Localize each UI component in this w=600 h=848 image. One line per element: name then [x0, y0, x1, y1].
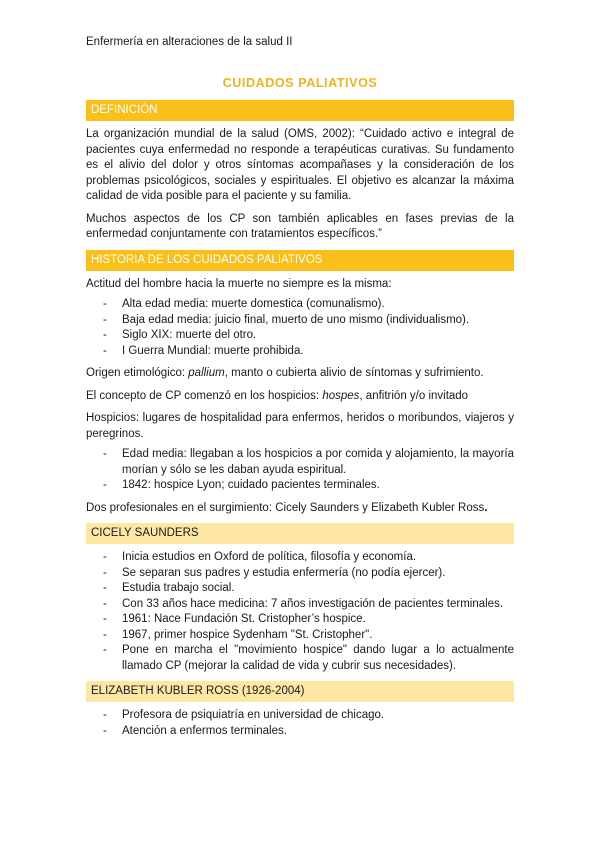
list-item: - 1967, primer hospice Sydenham "St. Cristopher". — [86, 628, 514, 644]
section-heading-cicely: CICELY SAUNDERS — [86, 523, 514, 544]
elizabeth-list — [86, 708, 514, 739]
concepto-text: , anfitrión y/o invitado — [359, 389, 469, 402]
page-header: Enfermería en alteraciones de la salud II — [86, 36, 293, 48]
list-item: - Inicia estudios en Oxford de política, filosofía y economía. — [86, 550, 514, 566]
profesionales-end: . — [484, 501, 488, 514]
list-item: - Estudia trabajo social. — [86, 581, 514, 597]
list-item: - I Guerra Mundial: muerte prohibida. — [86, 344, 514, 360]
concepto-label: El concepto de CP comenzó en los hospicios: — [86, 389, 323, 402]
origen-etimologico — [86, 366, 514, 382]
list-item: - Siglo XIX: muerte del otro. — [86, 328, 514, 344]
section-heading-definicion: DEFINICIÓN — [86, 100, 514, 121]
historia-list-1 — [86, 297, 514, 359]
profesionales-paragraph — [86, 501, 514, 517]
list-item: - Alta edad media: muerte domestica (comunalismo). — [86, 297, 514, 313]
section-heading-elizabeth: ELIZABETH KUBLER ROSS (1926-2004) — [86, 681, 514, 702]
list-item: - Edad media: llegaban a los hospicios a por comida y alojamiento, la mayoría morían y sólo se les daban ayuda espiritual. — [86, 447, 514, 478]
list-item: - Profesora de psiquiatría en universidad de chicago. — [86, 708, 514, 724]
definicion-paragraph-2: Muchos aspectos de los CP son también aplicables en fases previas de la enfermedad conjuntamente con tratamientos específicos.” — [86, 212, 514, 240]
list-item: - Pone en marcha el "movimiento hospice" dando lugar a lo actualmente llamado CP (mejorar la calidad de vida y cubrir sus necesidades). — [86, 643, 514, 674]
origen-text: , manto o cubierta alivio de síntomas y sufrimiento. — [224, 367, 484, 379]
list-item: - Se separan sus padres y estudia enfermería (no podía ejercer). — [86, 566, 514, 582]
document-body — [86, 100, 514, 746]
list-item: - 1842: hospice Lyon; cuidado pacientes terminales. — [86, 478, 514, 494]
pallium-term: pallium — [188, 367, 225, 379]
document-title: CUIDADOS PALIATIVOS — [222, 76, 378, 90]
historia-intro: Actitud del hombre hacia la muerte no siempre es la misma: — [86, 277, 392, 290]
hospes-term: hospes — [322, 389, 360, 402]
cicely-list — [86, 550, 514, 674]
definicion-paragraph-1: La organización mundial de la salud (OMS, 2002): “Cuidado activo e integral de pacientes cuya enfermedad no responde a terapéuticas curativas. Su fundamento es el alivio del dolor y otros síntomas acompañases y la consideración de los problemas psicológicos, sociales y espirituales. El objetivo es alcanzar la máxima calidad de vida posible para el paciente y su familia. — [86, 128, 514, 202]
concepto-cp — [86, 389, 514, 405]
historia-list-2 — [86, 447, 514, 494]
profesionales-text: Dos profesionales en el surgimiento: Cicely Saunders y Elizabeth Kubler Ross — [86, 501, 485, 514]
origen-label: Origen etimológico: — [86, 367, 189, 379]
list-item: - Baja edad media: juicio final, muerto de uno mismo (individualismo). — [86, 313, 514, 329]
section-heading-historia: HISTORIA DE LOS CUIDADOS PALIATIVOS — [86, 250, 514, 271]
list-item: - Con 33 años hace medicina: 7 años investigación de pacientes terminales. — [86, 597, 514, 613]
hospicios-paragraph: Hospicios: lugares de hospitalidad para enfermos, heridos o moribundos, viajeros y peregrinos. — [86, 412, 514, 440]
list-item: - 1961: Nace Fundación St. Cristopher’s hospice. — [86, 612, 514, 628]
list-item: - Atención a enfermos terminales. — [86, 724, 514, 740]
